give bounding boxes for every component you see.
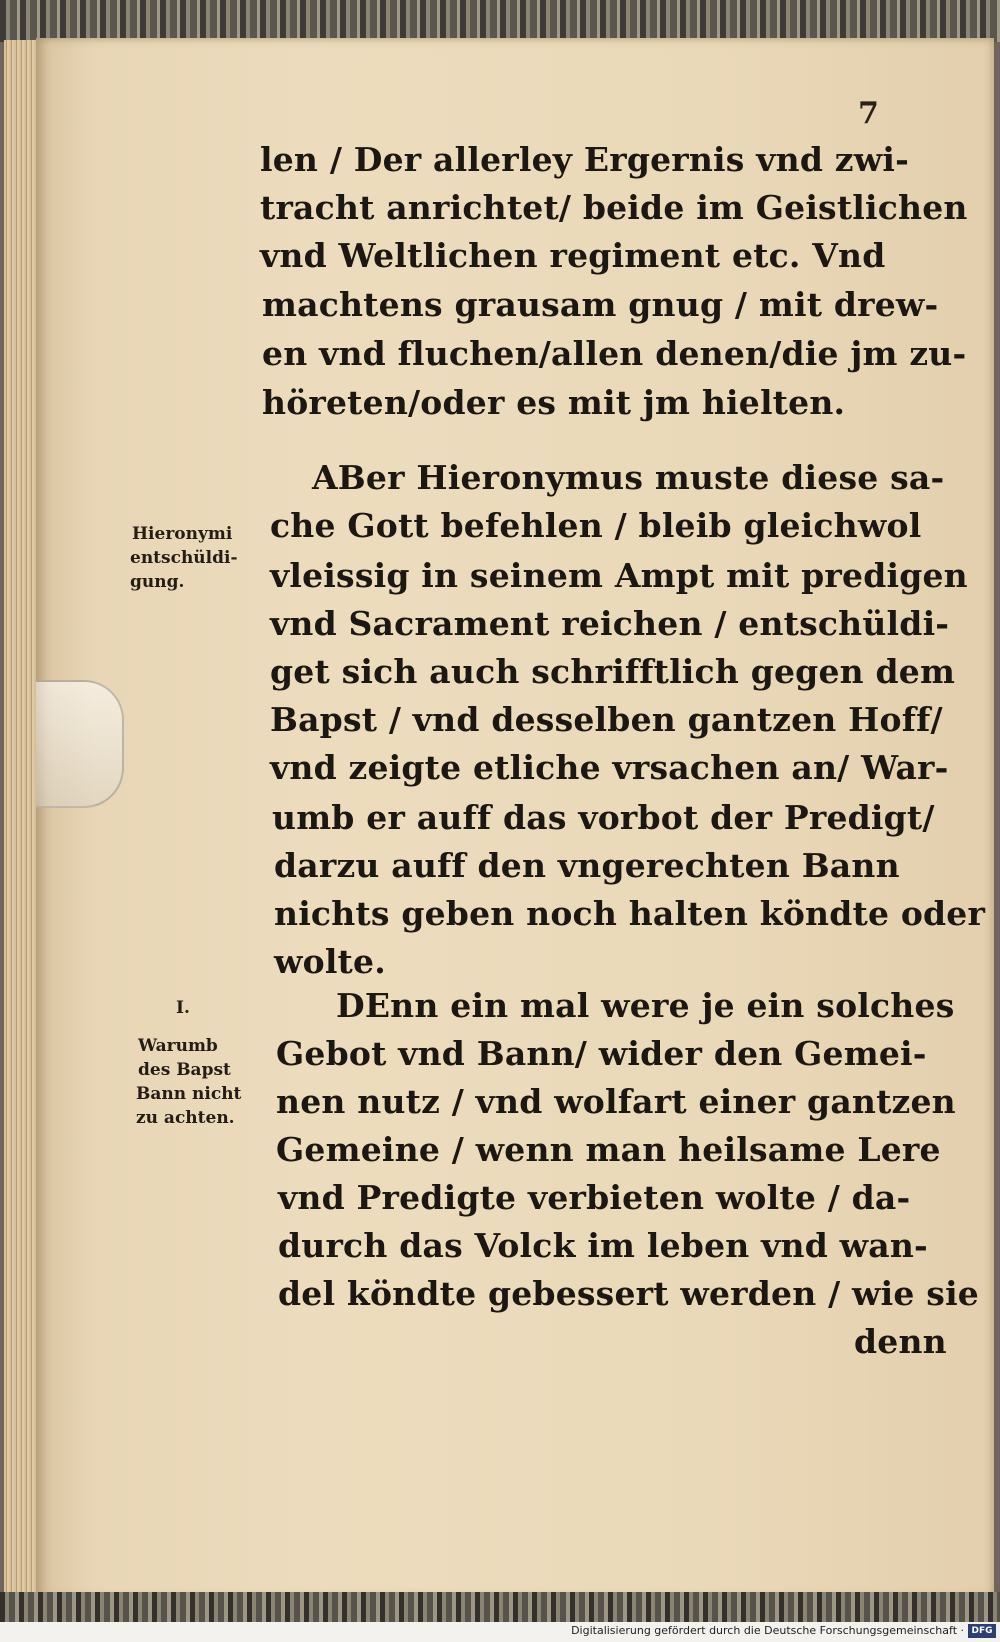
dfg-logo: DFG bbox=[968, 1624, 996, 1638]
catchword: denn bbox=[854, 1322, 947, 1361]
body-line: vleissig in seinem Ampt mit predigen bbox=[270, 556, 968, 595]
body-line: vnd zeigte etliche vrsachen an/ War- bbox=[270, 748, 949, 787]
book-cover-top-edge bbox=[0, 0, 1000, 42]
body-line: höreten/oder es mit jm hielten. bbox=[262, 383, 846, 422]
body-line: del köndte gebessert werden / wie sie bbox=[278, 1274, 979, 1313]
margin-note: zu achten. bbox=[136, 1108, 235, 1128]
margin-note: I. bbox=[176, 998, 190, 1018]
body-line: ABer Hieronymus muste diese sa- bbox=[312, 458, 945, 497]
body-line: get sich auch schrifftlich gegen dem bbox=[270, 652, 956, 691]
body-line: vnd Weltlichen regiment etc. Vnd bbox=[260, 236, 886, 275]
body-line: wolte. bbox=[274, 942, 386, 981]
body-line: tracht anrichtet/ beide im Geistlichen bbox=[260, 188, 968, 227]
body-line: Gemeine / wenn man heilsame Lere bbox=[276, 1130, 941, 1169]
margin-note: Warumb bbox=[138, 1036, 218, 1056]
body-line: machtens grausam gnug / mit drew- bbox=[262, 285, 939, 324]
body-line: nichts geben noch halten köndte oder bbox=[274, 894, 986, 933]
page-block-edge bbox=[4, 40, 37, 1596]
body-line: Bapst / vnd desselben gantzen Hoff/ bbox=[270, 700, 943, 739]
body-line: vnd Sacrament reichen / entschüldi- bbox=[270, 604, 950, 643]
body-line: darzu auff den vngerechten Bann bbox=[274, 846, 900, 885]
body-line: vnd Predigte verbieten wolte / da- bbox=[278, 1178, 911, 1217]
page-holder-clip bbox=[36, 680, 124, 808]
body-line: che Gott befehlen / bleib gleichwol bbox=[270, 506, 922, 545]
body-line: durch das Volck im leben vnd wan- bbox=[278, 1226, 928, 1265]
margin-note: des Bapst bbox=[138, 1060, 231, 1080]
margin-note: gung. bbox=[130, 572, 185, 592]
body-line: umb er auff das vorbot der Predigt/ bbox=[272, 798, 935, 837]
book-page bbox=[36, 38, 994, 1598]
body-line: DEnn ein mal were je ein solches bbox=[336, 986, 955, 1025]
folio-number: 7 bbox=[858, 96, 879, 131]
footer-credit: Digitalisierung gefördert durch die Deutsche Forschungsgemeinschaft · bbox=[571, 1624, 964, 1637]
margin-note: Bann nicht bbox=[136, 1084, 242, 1104]
margin-note: entschüldi- bbox=[130, 548, 238, 568]
body-line: Gebot vnd Bann/ wider den Gemei- bbox=[276, 1034, 927, 1073]
book-cover-bottom-edge bbox=[0, 1592, 1000, 1622]
margin-note: Hieronymi bbox=[132, 524, 233, 544]
body-line: len / Der allerley Ergernis vnd zwi- bbox=[260, 140, 909, 179]
body-line: nen nutz / vnd wolfart einer gantzen bbox=[276, 1082, 956, 1121]
body-line: en vnd fluchen/allen denen/die jm zu- bbox=[262, 334, 967, 373]
